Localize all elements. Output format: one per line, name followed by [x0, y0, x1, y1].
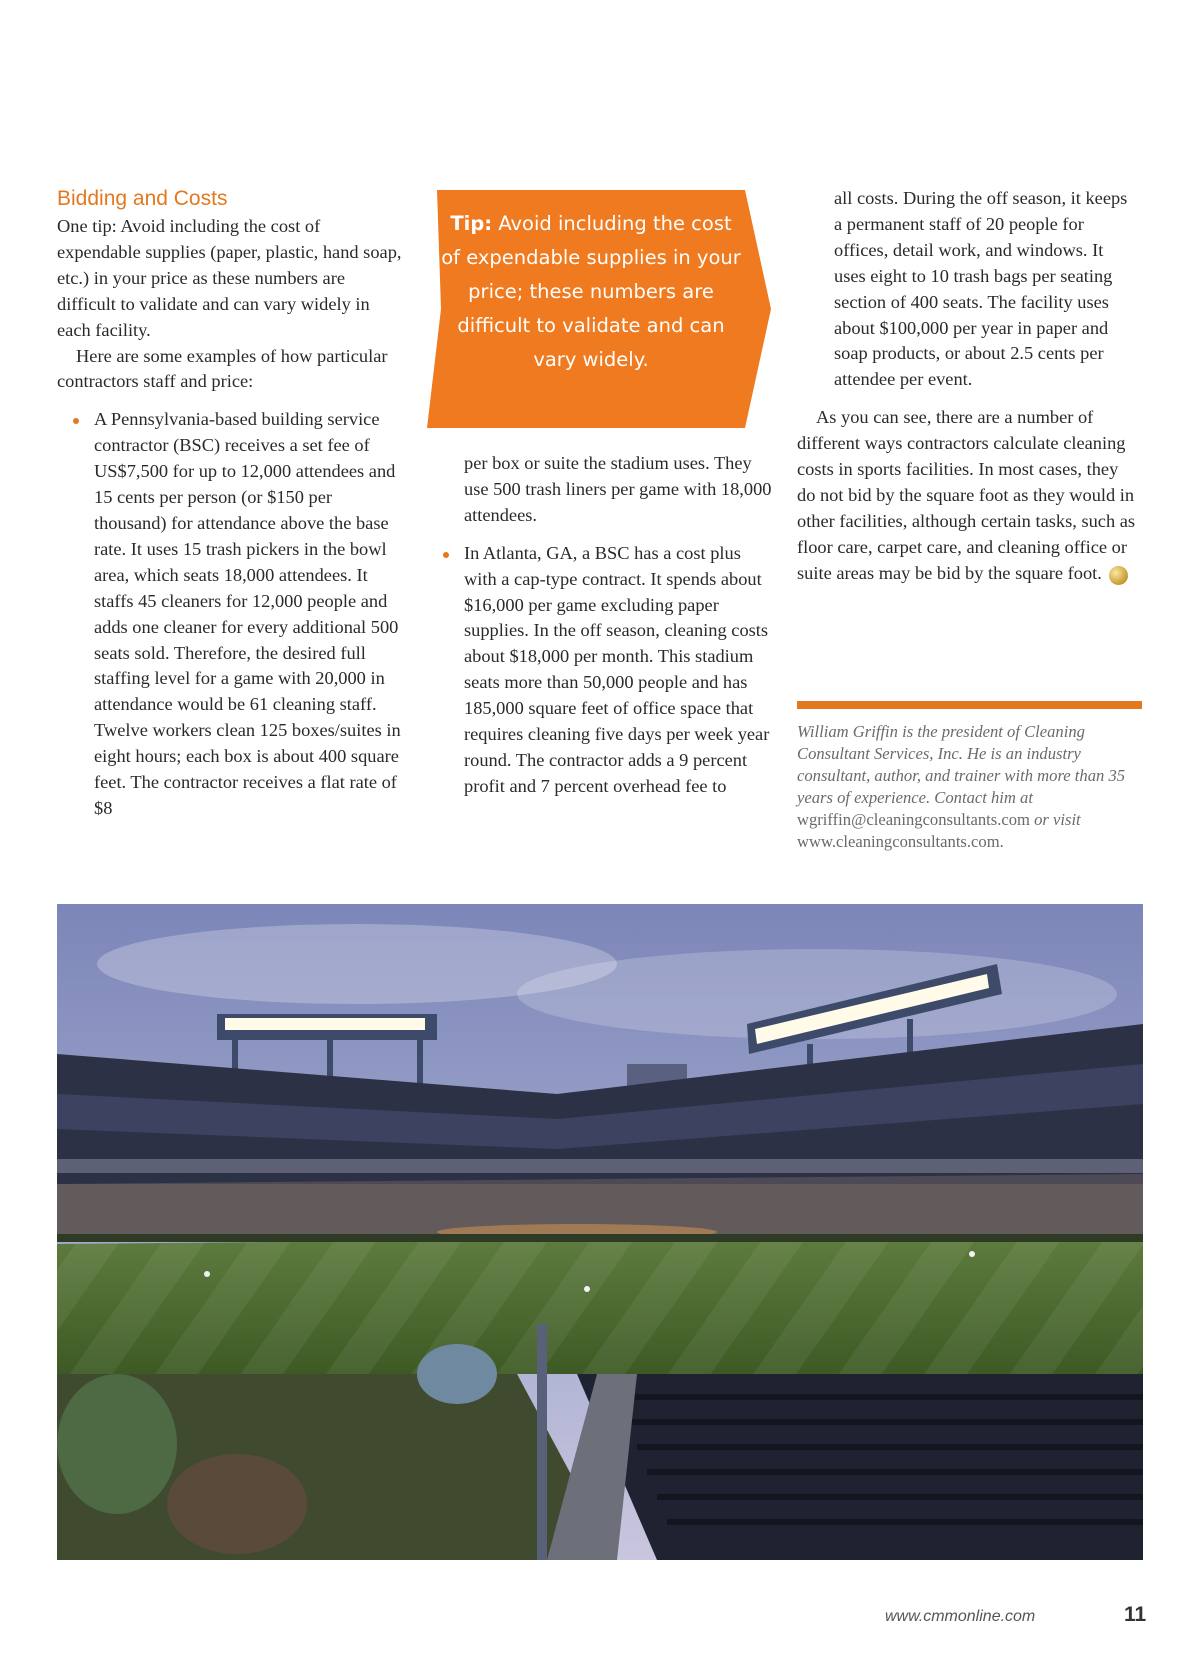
page-number: 11	[1124, 1603, 1147, 1626]
section-heading: Bidding and Costs	[57, 187, 228, 210]
column-1	[57, 186, 402, 822]
bio-email-link[interactable]: wgriffin@cleaningconsultants.com	[797, 810, 1030, 829]
player	[204, 1271, 210, 1277]
tip-label: Tip:	[450, 212, 493, 235]
paragraph-text: As you can see, there are a number of different ways contractors calculate cleaning costs in sports facilities. In most cases, they do not bid by the square foot as they would in other facilities, although certain tasks, such as floor care, carpet care, and cleaning office or suite areas may be bid by the square foot.	[797, 407, 1136, 583]
foreground-seating	[577, 1374, 1143, 1560]
author-bio-rule	[797, 701, 1142, 709]
bio-website-link[interactable]: www.cleaningconsultants.com.	[797, 832, 1004, 851]
paragraph	[797, 405, 1140, 586]
paragraph: per box or suite the stadium uses. They use 500 trash liners per game with 18,000 attendees.	[464, 453, 772, 525]
player	[584, 1286, 590, 1292]
outfield-wall	[57, 1234, 1143, 1242]
bullet-dot	[443, 552, 449, 558]
mowing-pattern	[57, 1234, 1143, 1374]
tip-text	[441, 207, 741, 377]
player	[969, 1251, 975, 1257]
shrub	[57, 1374, 177, 1514]
list-item-text: A Pennsylvania-based building service contractor (BSC) receives a set fee of US$7,500 for up to 12,000 attendees and 15 cents per person (or $150 per thousand) for attendance above the base rate. It uses 15 trash pickers in the bowl area, which seats 18,000 attendees. It staffs 45 cleaners for 12,000 people and adds one cleaner for every additional 500 seats sold. Therefore, the desired full staffing level for a game with 20,000 in attendance would be 61 cleaning staff. Twelve workers clean 125 boxes/suites in eight hours; each box is about 400 square feet. The contractor receives a flat rate of $8	[94, 409, 401, 818]
list-item	[57, 407, 402, 822]
rocks	[167, 1454, 307, 1554]
paragraph: Here are some examples of how particular contractors staff and price:	[57, 345, 388, 392]
column-3	[797, 186, 1140, 587]
list-item	[427, 541, 775, 800]
paragraph: all costs. During the off season, it keeps a permanent staff of 20 people for offices, detail work, and windows. It uses eight to 10 trash bags per seating section of 400 seats. The facility uses about $100,000 per year in paper and soap products, or about 2.5 cents per attendee per event.	[834, 188, 1128, 390]
tip-callout	[427, 190, 771, 428]
mezzanine-band	[57, 1159, 1143, 1173]
footer-website[interactable]: www.cmmonline.com	[885, 1608, 1036, 1625]
bullet-dot	[73, 418, 79, 424]
list-item-text: In Atlanta, GA, a BSC has a cost plus with a cap-type contract. It spends about $16,000 per game excluding paper supplies. In the off season, cleaning costs about $18,000 per month. This stadium seats more than 50,000 people and has 185,000 square feet of office space that requires cleaning five days per week year round. The contractor adds a 9 percent profit and 7 percent overhead fee to	[464, 542, 770, 796]
stair-railing	[537, 1324, 547, 1560]
stadium-photo	[57, 904, 1143, 1560]
author-bio	[797, 721, 1147, 853]
cm-end-mark-icon: CM	[1109, 566, 1128, 585]
bullet-list	[57, 407, 402, 822]
blue-spruce	[417, 1344, 497, 1404]
column-2	[427, 451, 775, 800]
paragraph: One tip: Avoid including the cost of expendable supplies (paper, plastic, hand soap, etc.) in your price as these numbers are difficult to validate and can vary widely in each facility.	[57, 216, 402, 340]
bullet-list	[427, 541, 775, 800]
tip-body: Avoid including the cost of expendable supplies in your price; these numbers are difficult to validate and can vary widely.	[441, 212, 741, 371]
bio-text: William Griffin is the president of Cleaning Consultant Services, Inc. He is an industry consultant, author, and trainer with more than 35 years of experience. Contact him at	[797, 722, 1126, 807]
bio-or-visit: or visit	[1034, 810, 1081, 829]
